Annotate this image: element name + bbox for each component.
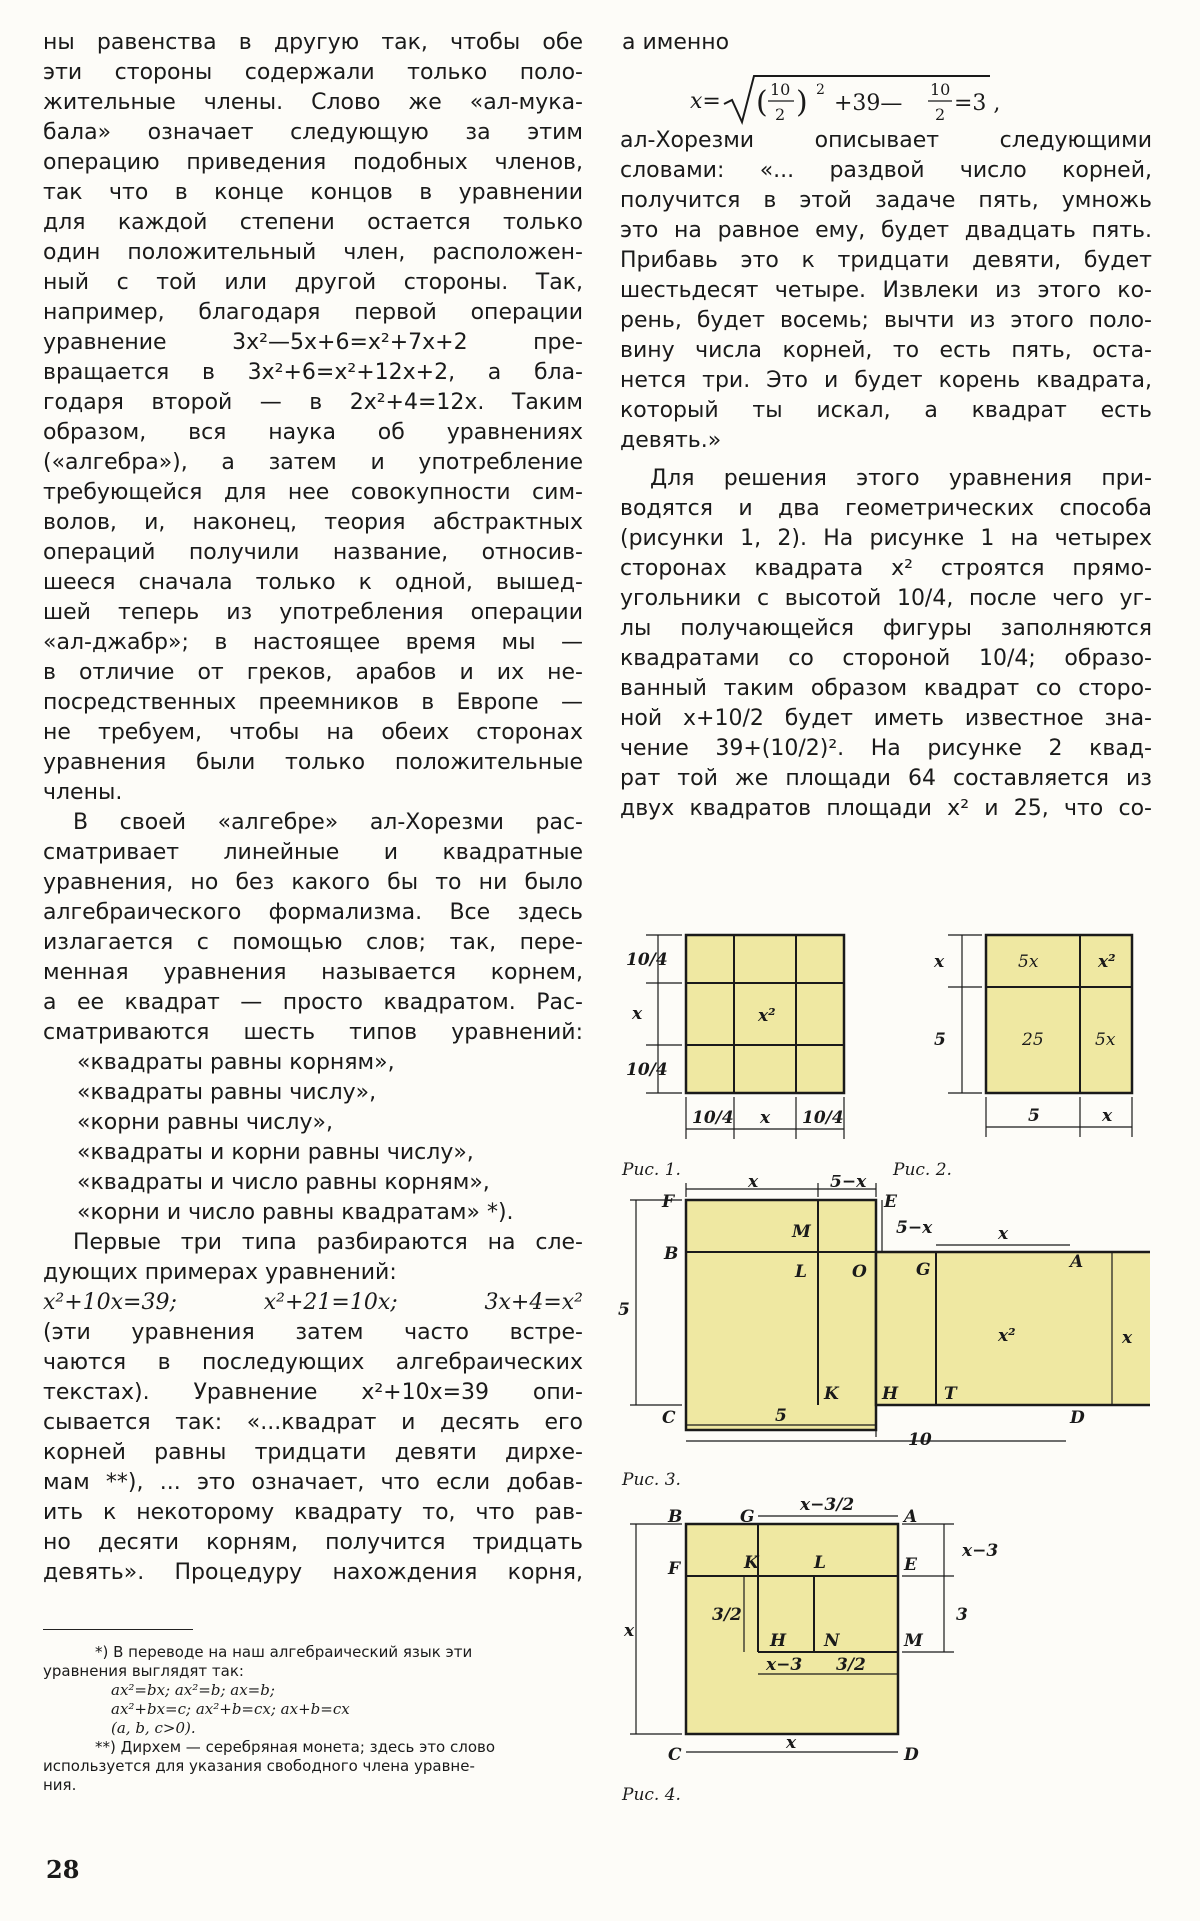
fig3-label-x-top: x [748,1175,759,1192]
page-number: 28 [46,1855,80,1884]
text-line: ный с той или другой стороны. Так, [43,270,583,295]
fig4-caption: Рис. 4. [622,1785,681,1805]
tail-numerator: 10 [930,80,951,99]
list-item: «корни равны числу», [77,1110,333,1135]
equation-type-list [43,1048,583,1228]
right-paragraph-1 [620,126,1152,456]
fig1-label-x2: x² [758,1006,776,1026]
text-line: эти стороны содержали только поло- [43,60,583,85]
text-line: угольники с высотой 10/4, после чего уг- [620,586,1152,611]
fig4-label-M: M [904,1631,923,1651]
text-line: словами: «... раздвой число корней, [620,158,1152,183]
right-paragraph-2 [620,464,1152,824]
text-line: «ал-джабр»; в настоящее время мы — [43,630,583,655]
paren-open: ( [756,85,768,120]
fig4-label-x-bottom: x [786,1733,797,1753]
fig3-caption: Рис. 3. [622,1470,681,1490]
text-line: жительные члены. Слово же «ал-мука- [43,90,583,115]
fig4-label-G: G [740,1507,755,1527]
fig3-label-x-right: x [1122,1328,1133,1348]
fig1-caption: Рис. 1. [622,1160,681,1180]
footnote-line: используется для указания свободного члена уравне- [43,1757,475,1775]
tail-denominator: 2 [935,105,946,124]
text-line: уравнение 3x²—5x+6=x²+7x+2 пре- [43,330,583,355]
fig1-label-q-bottom-left: 10/4 [692,1108,734,1128]
list-item: «квадраты равны корням», [77,1050,395,1075]
fig4-label-D: D [904,1745,919,1765]
list-item: «корни и число равны квадратам» *). [77,1200,514,1225]
fig3-label-x2: x² [998,1326,1016,1346]
text-line: например, благодаря первой операции [43,300,583,325]
fig3-label-K: K [824,1384,839,1404]
text-line: шестьдесят четыре. Извлеки из этого ко- [620,278,1152,303]
fig1-label-q-left-top: 10/4 [626,950,668,970]
fig2-label-5x-top: 5x [1018,952,1039,972]
fig3-label-E: E [884,1192,897,1212]
footnote-line: **) Дирхем — серебряная монета; здесь это слово [95,1738,496,1756]
text-line: излагается с помощью слов; так, пере- [43,930,583,955]
fig2-label-x-left: x [934,952,945,972]
text-line: текстах). Уравнение x²+10x=39 опи- [43,1380,583,1405]
text-line: ной x+10/2 будет иметь известное зна- [620,706,1152,731]
fig1-label-x-left: x [632,1004,643,1024]
fig4-label-K: K [744,1553,759,1573]
fig4-label-B: B [668,1507,683,1527]
fig4-label-C: C [668,1745,682,1765]
fig2-label-25: 25 [1022,1030,1044,1050]
fig3-label-5x-top: 5−x [830,1175,867,1192]
text-line: получится в этой задаче пять, умножь [620,188,1152,213]
fig3-label-C: C [662,1408,676,1428]
text-line: уравнения, но без какого бы то ни было [43,870,583,895]
text-line: операций получили название, относив- [43,540,583,565]
fig1-label-x-bottom: x [760,1108,771,1128]
text-line: менная уравнения называется корнем, [43,960,583,985]
fig2-label-5x-right: 5x [1095,1030,1116,1050]
fig3-label-D: D [1070,1408,1085,1428]
formula-result: =3 , [954,91,1001,116]
text-line: дующих примерах уравнений: [43,1260,397,1285]
fig3-label-M: M [792,1222,811,1242]
footnote-equation: ax²+bx=c; ax²+b=cx; ax+b=cx [111,1700,350,1718]
fig2-label-5-left: 5 [934,1030,946,1050]
fig2-caption: Рис. 2. [893,1160,952,1180]
fig3-label-5-bottom: 5 [775,1406,787,1426]
fig3-label-A: A [1070,1252,1084,1272]
fig4-label-3-2-bottom: 3/2 [836,1655,866,1675]
text-line: волов, и, наконец, теория абстрактных [43,510,583,535]
fig3-left-square [686,1200,876,1430]
text-line: шееся сначала только к одной, вышед- [43,570,583,595]
footnotes [43,1643,583,1795]
text-line: девять». Процедуру нахождения корня, [43,1560,583,1585]
left-column [43,28,583,1588]
text-line: чение 39+(10/2)². На рисунке 2 квад- [620,736,1152,761]
fig4-label-3-2-left: 3/2 [712,1605,742,1625]
fig4-label-x-left: x [624,1621,635,1641]
fig4-outer-square [686,1524,898,1734]
fig3-label-10: 10 [908,1430,932,1450]
fig4-label-x-3-right: x−3 [962,1541,999,1561]
text-line: рень, будет восемь; вычти из этого поло- [620,308,1152,333]
power-exponent: 2 [816,82,825,98]
text-line: сывается так: «...квадрат и десять его [43,1410,583,1435]
right-column [620,28,1152,824]
fig4-label-A: A [904,1507,918,1527]
text-line: В своей «алгебре» ал-Хорезми рас- [73,810,583,835]
paragraph-1 [43,28,583,808]
spacer [620,456,1152,464]
fig3-label-x-upper: x [998,1224,1009,1244]
text-line: двух квадратов площади x² и 25, что со- [620,796,1152,821]
text-line: ить к некоторому квадрату то, что рав- [43,1500,583,1525]
intro-text: а именно [622,30,730,55]
text-line: девять.» [620,428,722,453]
list-item: «квадраты и корни равны числу», [77,1140,474,1165]
fig4-label-F: F [668,1559,681,1579]
text-line: так что в конце концов в уравнении [43,180,583,205]
text-line: (рисунки 1, 2). На рисунке 1 на четырех [620,526,1152,551]
text-line: в отличие от греков, арабов и их не- [43,660,583,685]
text-line: но десяти корням, получится тридцать [43,1530,583,1555]
figure-2 [920,925,1150,1145]
fig3-label-H: H [882,1384,899,1404]
text-line: члены. [43,780,123,805]
list-item: «квадраты и число равны корням», [77,1170,490,1195]
text-line: сматриваются шесть типов уравнений: [43,1020,583,1045]
fig4-label-x-3-bottom: x−3 [766,1655,803,1675]
text-line: шей теперь из употребления операции [43,600,583,625]
text-line: Для решения этого уравнения при- [650,466,1152,491]
text-line: нется три. Это и будет корень квадрата, [620,368,1152,393]
text-line: а ее квадрат — просто квадратом. Рас- [43,990,583,1015]
footnote-line: *) В переводе на наш алгебраический язык эти [95,1643,473,1661]
text-line: алгебраического формализма. Все здесь [43,900,583,925]
text-line: уравнения были только положительные [43,750,583,775]
text-line: («алгебра»), а затем и употребление [43,450,583,475]
text-line: Прибавь это к тридцати девяти, будет [620,248,1152,273]
figure-1 [610,925,860,1145]
fig1-label-q-left-bottom: 10/4 [626,1060,668,1080]
fig4-label-L: L [814,1553,826,1573]
text-line: мам **), ... это означает, что если добав- [43,1470,583,1495]
fig2-label-x-bottom: x [1102,1106,1113,1126]
root-formula [690,70,1070,130]
paragraph-3 [43,1228,583,1588]
fig3-label-5-left: 5 [618,1300,630,1320]
figure-3 [610,1175,1150,1455]
text-line: один положительный член, расположен- [43,240,583,265]
fig4-label-x-3-2: x−3/2 [800,1495,855,1515]
text-line: требующейся для нее совокупности сим- [43,480,583,505]
text-line: водятся и два геометрических способа [620,496,1152,521]
paragraph-2 [43,808,583,1048]
fig2-label-5-bottom: 5 [1028,1106,1040,1126]
fig3-label-T: T [944,1384,957,1404]
fig4-label-H: H [770,1631,787,1651]
text-line: сторонах квадрата x² строятся прямо- [620,556,1152,581]
text-line: для каждой степени остается только [43,210,583,235]
formula-middle: +39— [834,91,903,116]
footnote-equation: (a, b, c>0). [111,1719,196,1737]
paren-close: ) [796,85,808,120]
text-line: который ты искал, а квадрат есть [620,398,1152,423]
example-equations: x²+10x=39; x²+21=10x; 3x+4=x² [43,1290,583,1315]
text-line: посредственных преемников в Европе — [43,690,583,715]
footnote-line: ния. [43,1776,77,1794]
text-line: образом, вся наука об уравнениях [43,420,583,445]
footnote-line: уравнения выглядят так: [43,1662,244,1680]
formula-lhs: x= [690,89,721,114]
text-line: операцию приведения подобных членов, [43,150,583,175]
fig3-label-B: B [664,1244,679,1264]
footnote-equation: ax²=bx; ax²=b; ax=b; [111,1681,275,1699]
text-line: не требуем, чтобы на обеих сторонах [43,720,583,745]
fig3-label-F: F [662,1192,675,1212]
frac-denominator: 2 [775,105,786,124]
text-line: вину числа корней, то есть пять, оста- [620,338,1152,363]
text-line: ны равенства в другую так, чтобы обе [43,30,583,55]
frac-numerator: 10 [770,80,791,99]
fig3-label-O: O [852,1262,867,1282]
list-item: «квадраты равны числу», [77,1080,377,1105]
fig4-label-N: N [824,1631,840,1651]
text-line: вращается в 3x²+6=x²+12x+2, а бла- [43,360,583,385]
fig3-label-G: G [916,1260,931,1280]
fig4-label-E: E [904,1555,917,1575]
text-line: лы получающейся фигуры заполняются [620,616,1152,641]
figure-4 [610,1490,1020,1770]
text-line: корней равны тридцати девяти дирхе- [43,1440,583,1465]
text-line: сматривает линейные и квадратные [43,840,583,865]
fig2-label-x2: x² [1098,952,1116,972]
text-line: рат той же площади 64 составляется из [620,766,1152,791]
text-line: (эти уравнения затем часто встре- [43,1320,583,1345]
text-line: ал-Хорезми описывает следующими [620,128,1152,153]
text-line: это на равное ему, будет двадцать пять. [620,218,1152,243]
footnote-rule [43,1629,193,1630]
text-line: Первые три типа разбираются на сле- [73,1230,583,1255]
text-line: бала» означает следующую за этим [43,120,583,145]
text-line: ванный таким образом квадрат со сторо- [620,676,1152,701]
text-line: годаря второй — в 2x²+4=12x. Таким [43,390,583,415]
fig1-label-q-bottom-right: 10/4 [802,1108,844,1128]
text-line: чаются в последующих алгебраических [43,1350,583,1375]
fig3-label-5x-side: 5−x [896,1218,933,1238]
text-line: квадратами со стороной 10/4; образо- [620,646,1152,671]
fig3-label-L: L [795,1262,807,1282]
fig4-label-3-right: 3 [956,1605,968,1625]
